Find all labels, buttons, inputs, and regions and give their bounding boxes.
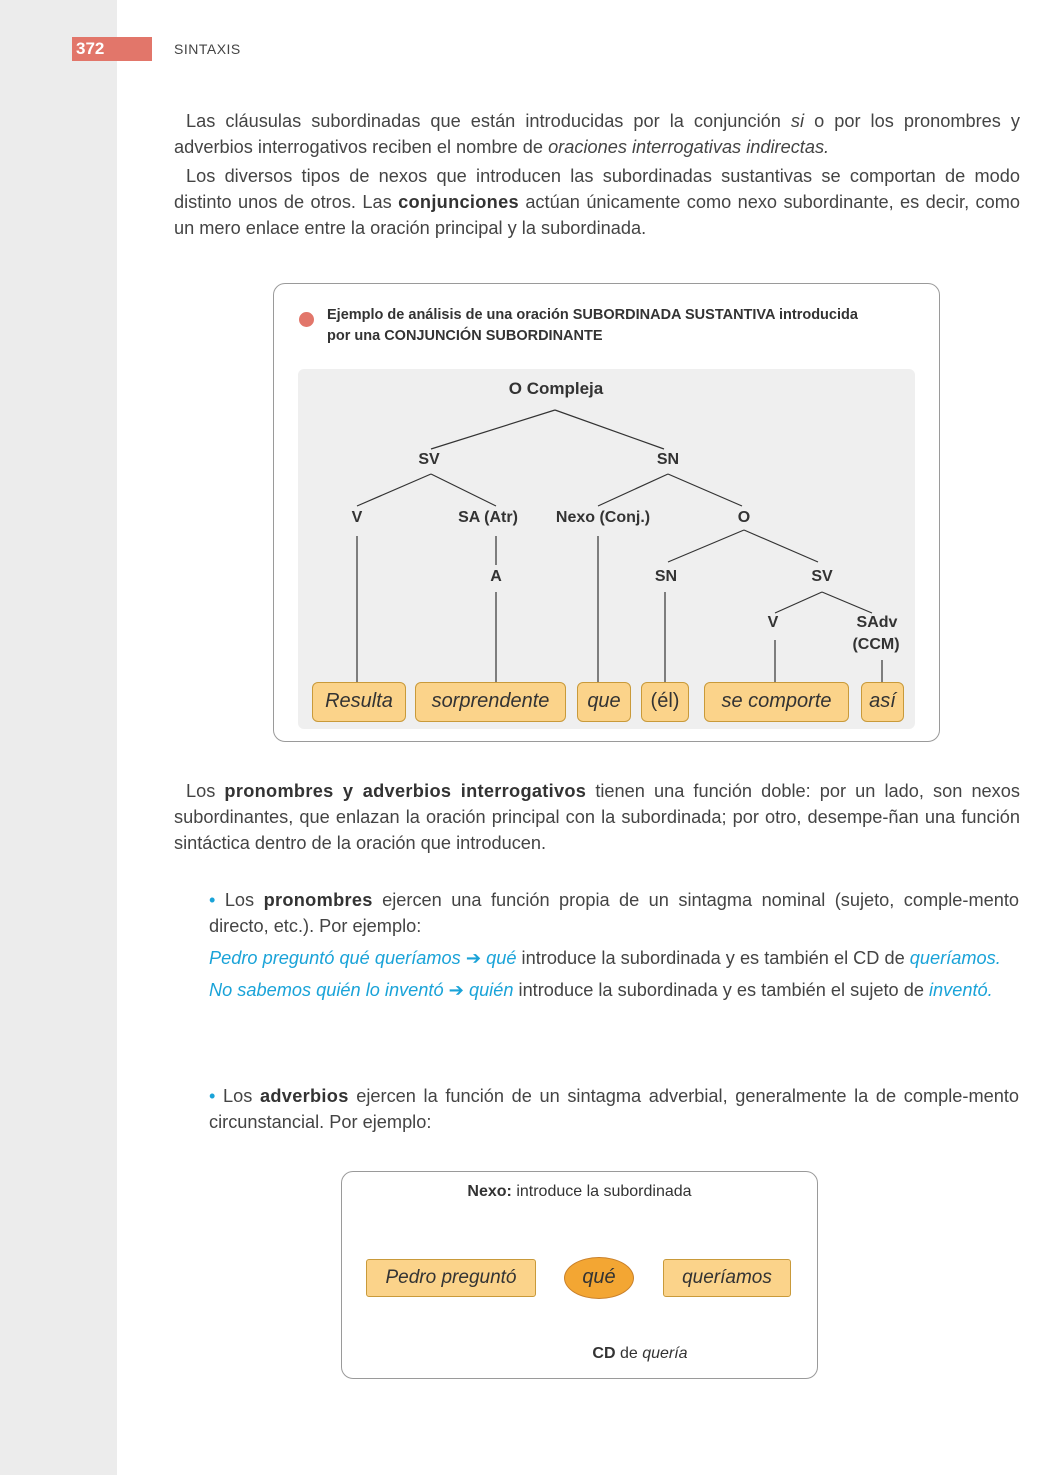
text: Los diversos tipos de nexos que introducen las subordinadas sustantivas se comportan de modo distinto unos de otros. Las: [174, 166, 1020, 212]
caption-mid: de: [615, 1345, 643, 1362]
term-si: si: [790, 111, 805, 131]
node-nexo-conj: Nexo (Conj.): [555, 509, 651, 526]
word-box: así: [861, 682, 904, 722]
bullet-adverbios: [209, 1083, 1019, 1135]
header-line: por una CONJUNCIÓN SUBORDINANTE: [327, 328, 603, 344]
page-number: 372: [72, 37, 152, 61]
node-v-sub: V: [767, 614, 779, 631]
arrow-icon: ➔: [465, 948, 482, 968]
node-sn-sub: SN: [654, 568, 678, 585]
text: o por los pronombres y adverbios interrogativos reciben el nombre de: [174, 111, 1020, 157]
word-box: sorprendente: [415, 682, 566, 722]
node-a: A: [490, 568, 502, 585]
text: ejercen la función de un sintagma adverbial, generalmente la de comple-mento circunstancial. Por ejemplo:: [209, 1086, 1019, 1132]
flow-box-principal: Pedro preguntó: [366, 1259, 536, 1297]
text: Los: [224, 890, 264, 910]
term-pronombres: pronombres: [263, 890, 373, 910]
word-box: se comporte: [704, 682, 849, 722]
term-conjunciones: conjunciones: [398, 192, 519, 212]
bullet-icon: •: [209, 890, 216, 910]
bullet-pronombres: [209, 887, 1019, 1003]
text: Los: [186, 781, 225, 801]
node-sadv: SAdv: [856, 614, 898, 631]
bullet-icon: •: [209, 1086, 216, 1106]
example-word: quién: [468, 980, 514, 1000]
flow-box-subordinada: queríamos: [663, 1259, 791, 1297]
example-sentence: Pedro preguntó qué queríamos: [209, 948, 461, 968]
title-bold: Nexo:: [467, 1183, 512, 1200]
caption-bold: CD: [592, 1345, 616, 1362]
term-interrogativas: oraciones interrogativas indirectas.: [548, 137, 830, 157]
caption-italic: quería: [642, 1345, 688, 1362]
section-title: SINTAXIS: [174, 41, 241, 57]
word-box: Resulta: [312, 682, 406, 722]
text: actúan únicamente como nexo subordinante, es decir, como un mero enlace entre la oración principal y la subordinada.: [174, 192, 1021, 238]
word-box: que: [577, 682, 631, 722]
text: Las cláusulas subordinadas que están introducidas por la conjunción: [186, 111, 791, 131]
node-ccm: (CCM): [852, 636, 900, 653]
title-rest: introduce la subordinada: [511, 1183, 692, 1200]
node-o-compleja: O Compleja: [508, 379, 604, 398]
flow-oval-nexo: qué: [564, 1257, 634, 1299]
node-sv: SV: [418, 451, 440, 468]
node-v: V: [351, 509, 363, 526]
example-word: qué: [486, 948, 517, 968]
node-sa-atr: SA (Atr): [458, 509, 518, 526]
word-box: (él): [641, 682, 689, 722]
text: tienen una función doble: por un lado, son nexos subordinantes, que enlazan la oración principal con la subordinada; por otro, desempe-ñan una función sintáctica dentro de la oración que introducen.: [174, 781, 1020, 853]
flow-caption: [560, 1345, 720, 1363]
paragraph-interrogativos: [174, 778, 1020, 856]
text: Los: [223, 1086, 260, 1106]
node-sn: SN: [656, 451, 680, 468]
text: introduce la subordinada y es también el sujeto de: [513, 980, 930, 1000]
example-sentence: No sabemos quién lo inventó: [209, 980, 444, 1000]
node-sv-sub: SV: [811, 568, 833, 585]
node-o: O: [737, 509, 751, 526]
text: introduce la subordinada y es también el CD de: [516, 948, 910, 968]
example-word: inventó.: [929, 980, 993, 1000]
term-adverbios: adverbios: [259, 1086, 349, 1106]
example-word: queríamos.: [909, 948, 1001, 968]
flow-title: [341, 1183, 818, 1201]
text: ejercen una función propia de un sintagma nominal (sujeto, comple-mento directo, etc.). Por ejemplo:: [209, 890, 1019, 936]
term-pronombres-adverbios: pronombres y adverbios interrogativos: [224, 781, 587, 801]
arrow-icon: ➔: [448, 980, 464, 1000]
header-line: Ejemplo de análisis de una oración SUBORDINADA SUSTANTIVA introducida: [327, 307, 858, 323]
